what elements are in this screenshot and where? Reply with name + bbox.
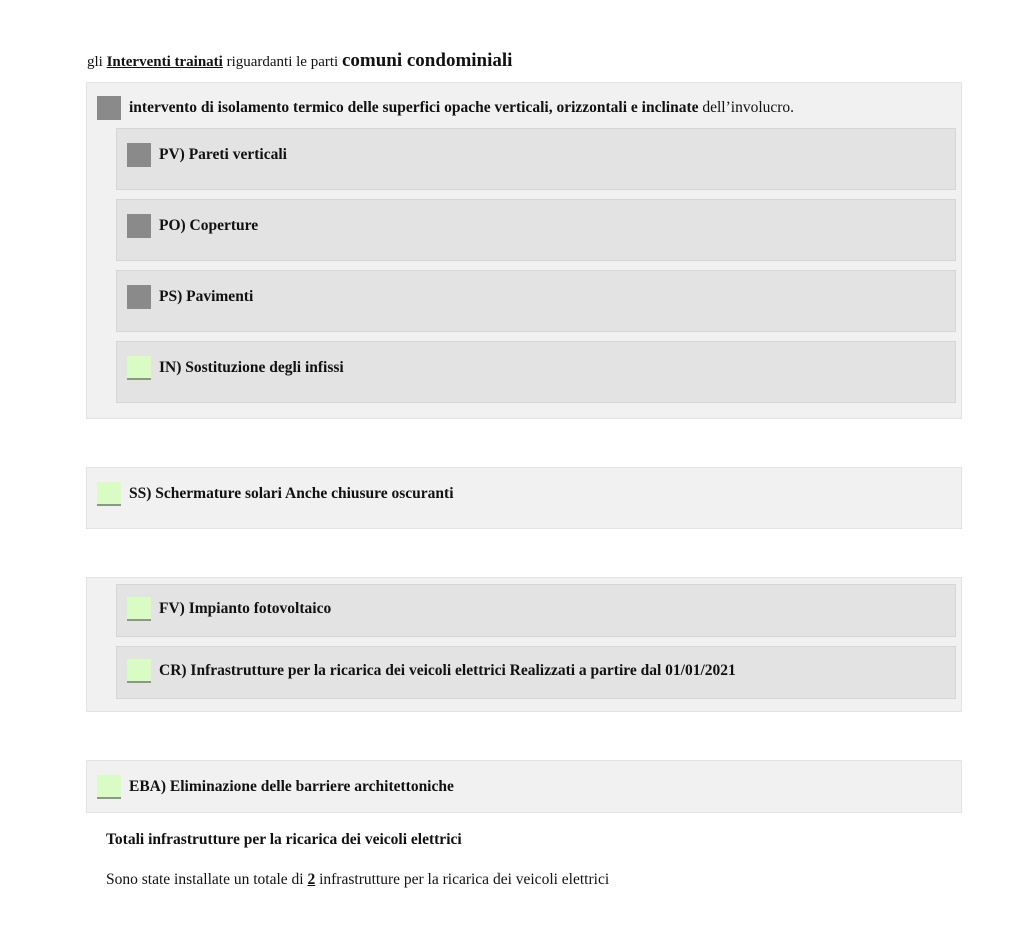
totals-text-prefix: Sono state installate un totale di bbox=[106, 871, 304, 888]
intro-prefix: gli bbox=[87, 54, 103, 70]
po-checkbox[interactable] bbox=[127, 214, 151, 238]
totals-text bbox=[106, 871, 609, 889]
option-row-ps bbox=[116, 270, 956, 332]
eba-label: EBA) Eliminazione delle barriere architettoniche bbox=[129, 778, 454, 795]
option-row-in bbox=[116, 341, 956, 403]
fv-checkbox[interactable] bbox=[127, 597, 151, 621]
pv-checkbox[interactable] bbox=[127, 143, 151, 167]
po-label: PO) Coperture bbox=[159, 217, 259, 234]
isolamento-label bbox=[129, 99, 794, 117]
totals-text-suffix: infrastrutture per la ricarica dei veicoli elettrici bbox=[319, 871, 610, 888]
ps-checkbox[interactable] bbox=[127, 285, 151, 309]
ps-label: PS) Pavimenti bbox=[159, 288, 254, 305]
intro-emphasis: comuni condominiali bbox=[341, 50, 513, 71]
section-heading bbox=[87, 50, 512, 72]
isolamento-checkbox[interactable] bbox=[97, 96, 121, 120]
cr-checkbox[interactable] bbox=[127, 659, 151, 683]
impianti-panel bbox=[86, 577, 962, 712]
ss-checkbox[interactable] bbox=[97, 482, 121, 506]
option-row-po bbox=[116, 199, 956, 261]
intro-middle: riguardanti le parti bbox=[226, 54, 339, 70]
schermature-panel bbox=[86, 467, 962, 529]
totals-count: 2 bbox=[307, 871, 316, 888]
isolamento-panel bbox=[86, 82, 962, 419]
cr-label: CR) Infrastrutture per la ricarica dei veicoli elettrici Realizzati a partire dal 01/01/2021 bbox=[159, 662, 736, 679]
eba-checkbox[interactable] bbox=[97, 775, 121, 799]
barriere-panel bbox=[86, 760, 962, 813]
ss-label: SS) Schermature solari Anche chiusure oscuranti bbox=[129, 485, 454, 502]
isolamento-label-bold: intervento di isolamento termico delle superfici opache verticali, orizzontali e inclinate bbox=[129, 99, 699, 116]
option-row-pv bbox=[116, 128, 956, 190]
in-label: IN) Sostituzione degli infissi bbox=[159, 359, 344, 376]
pv-label: PV) Pareti verticali bbox=[159, 146, 287, 163]
option-row-fv bbox=[116, 584, 956, 637]
totals-title: Totali infrastrutture per la ricarica dei veicoli elettrici bbox=[106, 831, 462, 848]
option-row-cr bbox=[116, 646, 956, 699]
isolamento-label-normal: dell’involucro. bbox=[702, 99, 795, 116]
interventi-trainati-link[interactable]: Interventi trainati bbox=[106, 54, 223, 70]
fv-label: FV) Impianto fotovoltaico bbox=[159, 600, 332, 617]
in-checkbox[interactable] bbox=[127, 356, 151, 380]
